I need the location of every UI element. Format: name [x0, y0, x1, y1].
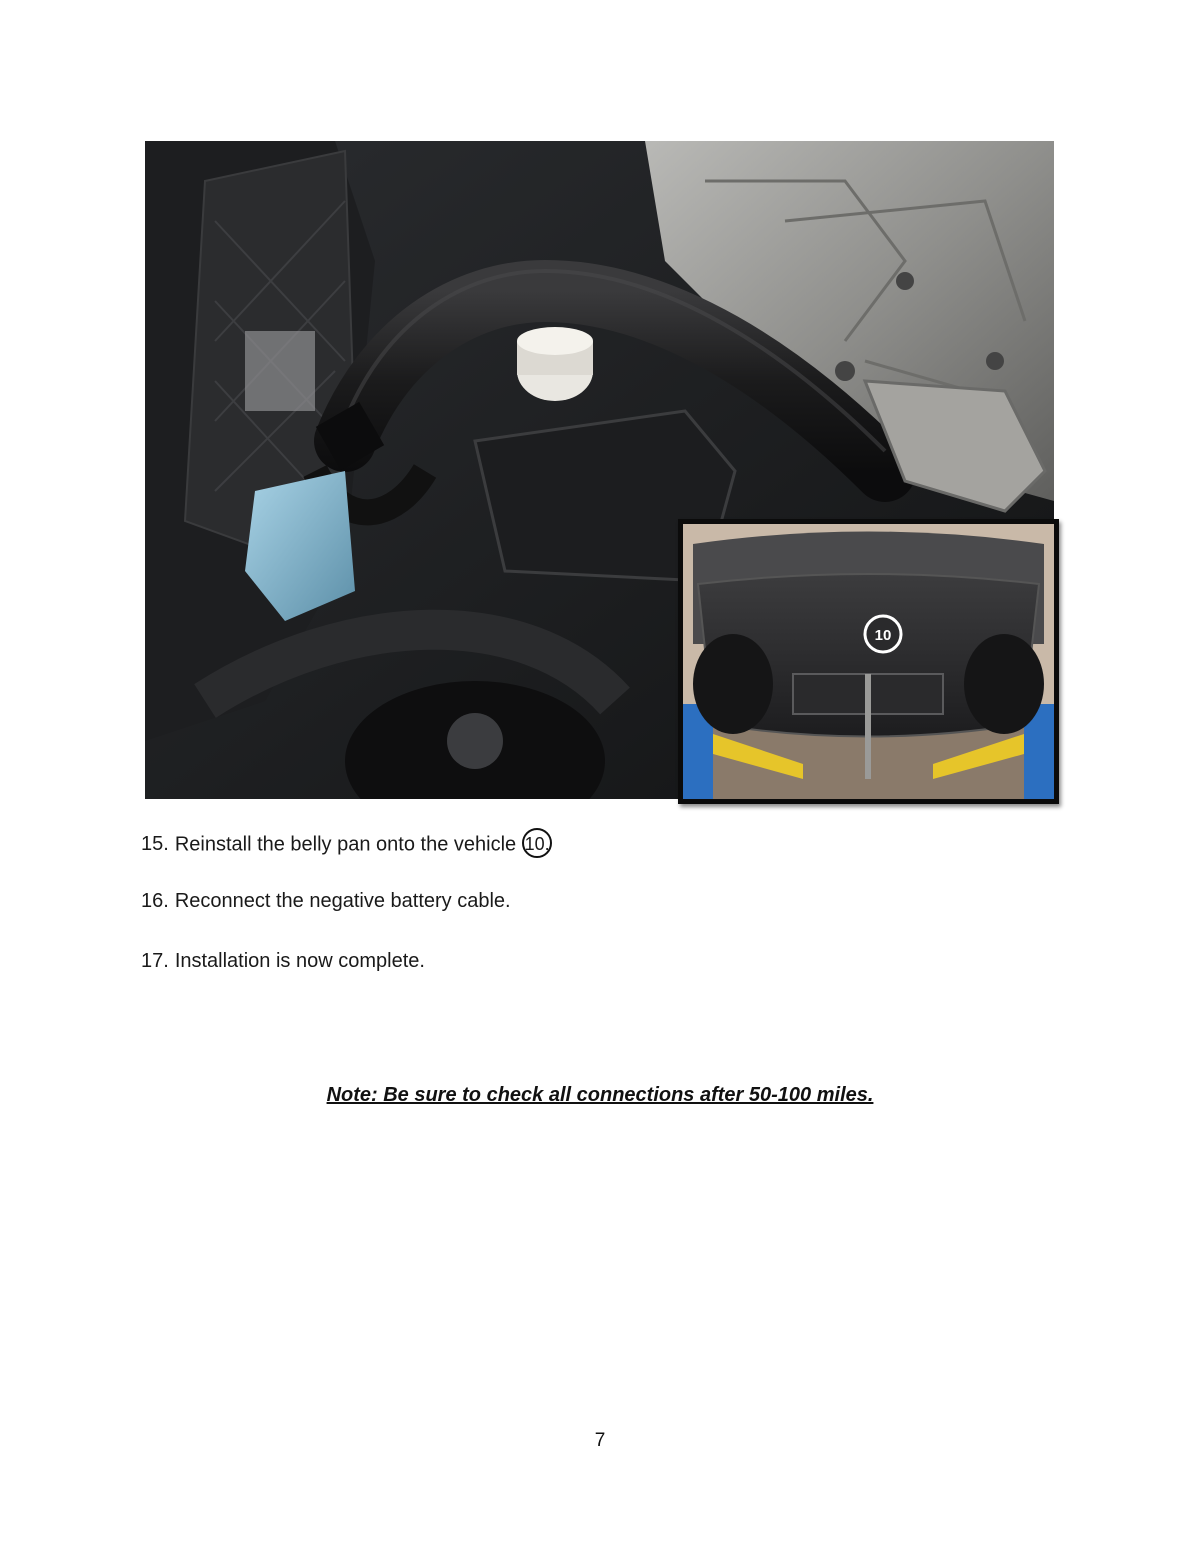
- step-number: 17.: [141, 950, 169, 972]
- page-number: 7: [594, 1430, 606, 1451]
- step-15: [141, 830, 552, 860]
- maintenance-note: Note: Be sure to check all connections after 50-100 miles.: [326, 1084, 874, 1106]
- step-16: [141, 888, 511, 914]
- belly-pan-inset-photo: [678, 519, 1059, 804]
- belly-pan-illustration: [683, 524, 1054, 799]
- step-17: [141, 948, 425, 974]
- step-number: 15.: [141, 833, 169, 856]
- callout-badge: 10.: [522, 828, 552, 858]
- inset-callout-label: 10: [874, 627, 892, 644]
- step-text: Installation is now complete.: [174, 950, 425, 972]
- step-text: Reconnect the negative battery cable.: [174, 890, 511, 912]
- step-number: 16.: [141, 890, 169, 912]
- step-text: Reinstall the belly pan onto the vehicle: [174, 833, 517, 856]
